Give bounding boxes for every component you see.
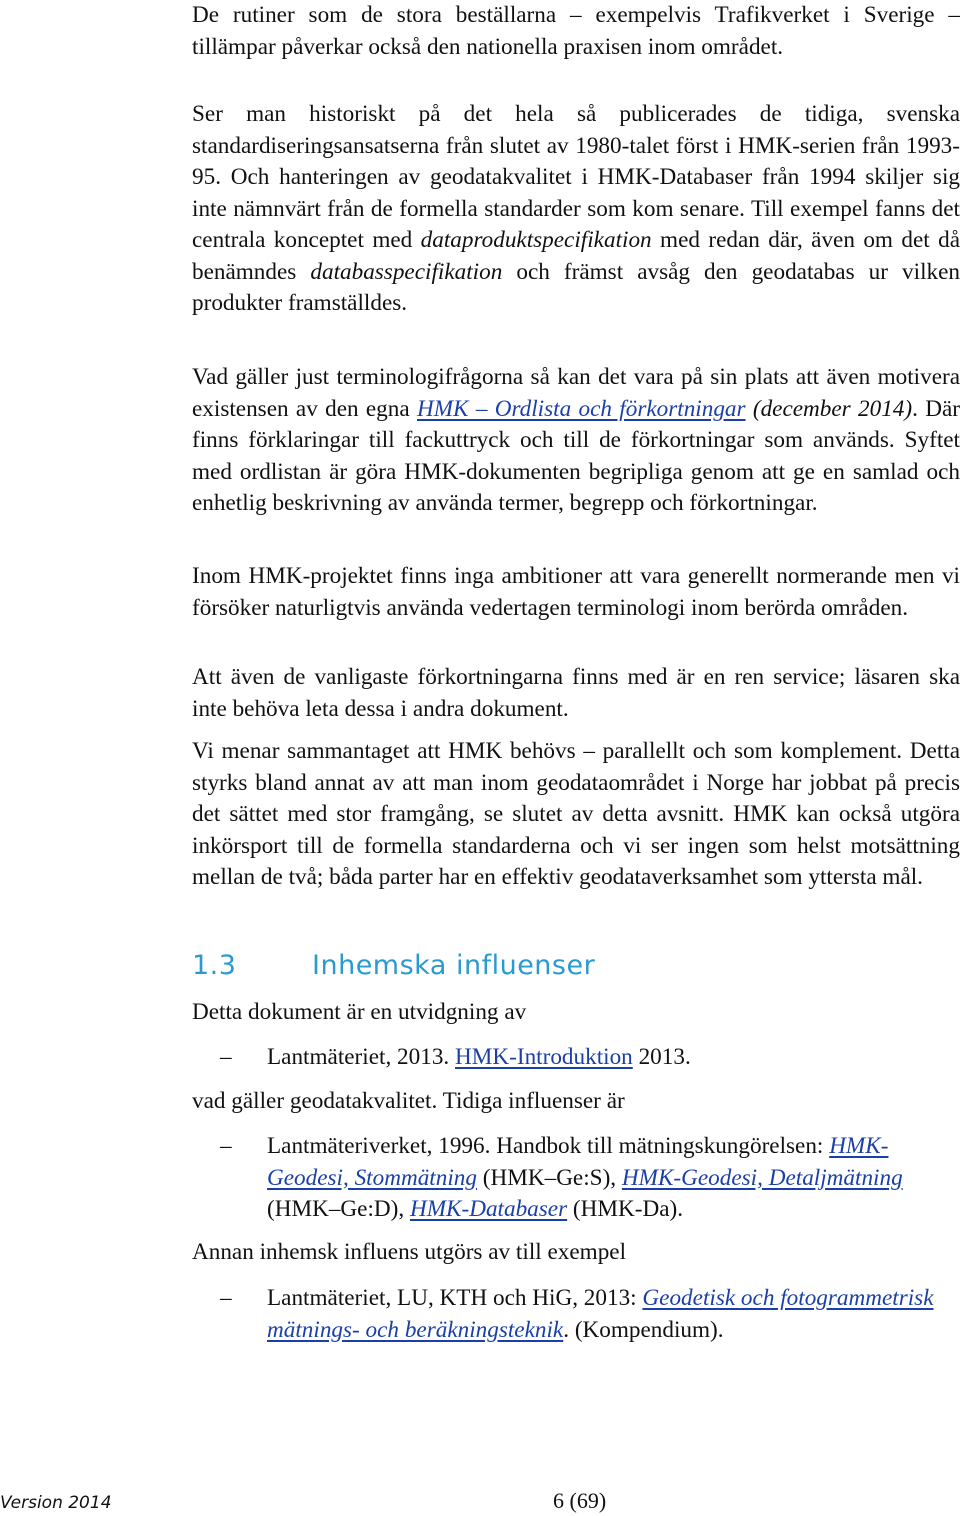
link-hmk-geodesi-detaljmatning[interactable]: HMK-Geodesi, Detaljmätning	[621, 1164, 903, 1191]
link-ordlista[interactable]: HMK – Ordlista och förkortningar	[416, 395, 746, 422]
emphasis-term: dataproduktspecifikation	[420, 227, 652, 253]
paragraph	[192, 362, 960, 520]
list-item-text-part: (HMK–Ge:S),	[476, 1164, 622, 1191]
intro-line: vad gäller geodatakvalitet. Tidiga influenser är	[192, 1088, 625, 1114]
list-item-text	[267, 1131, 960, 1226]
paragraph-text: Ser man historiskt på det hela så publicerades de tidiga, svenska standardiseringsansatserna från slutet av 1980-talet först i HMK-serien från 1993-95. Och hanteringen av geodatakvalitet i HMK-Databaser från 1994 skiljer sig inte nämnvärt från de formella standarder som kom senare. Till exempel fanns det centrala konceptet med	[192, 101, 960, 253]
paragraph-text: . Där finns förklaringar till fackuttryck och till de förkortningar som används. Syftet med ordlistan är göra HMK-dokumenten begripliga genom att ge en samlad och enhetlig beskrivning av använda termer, begrepp och förkortningar.	[192, 395, 960, 516]
list-item	[220, 1283, 960, 1346]
list-item-text-part: Lantmäteriverket, 1996. Handbok till mätningskungörelsen:	[267, 1133, 830, 1159]
intro-line: Detta dokument är en utvidgning av	[192, 999, 527, 1025]
link-hmk-geodesi-stommatning[interactable]: HMK-Geodesi, Stommätning	[267, 1133, 889, 1191]
dash-bullet: –	[220, 1285, 232, 1311]
dash-bullet: –	[220, 1044, 232, 1070]
paragraph-text: Vad gäller just terminologifrågorna så kan det vara på sin plats att även motivera existensen av den egna	[192, 364, 960, 422]
paragraph-text: och främst avsåg den geodatabas ur vilken produkter framställdes.	[192, 258, 960, 316]
link-geodetisk-kompendium[interactable]: Geodetisk och fotogrammetrisk mätnings- och beräkningsteknik	[267, 1285, 934, 1343]
list-item-text-part: (HMK–Ge:D),	[267, 1196, 410, 1222]
link-hmk-databaser[interactable]: HMK-Databaser	[409, 1196, 568, 1222]
emphasis-term: databasspecifikation	[310, 258, 503, 285]
section-title: Inhemska influenser	[312, 950, 596, 981]
dash-bullet: –	[220, 1133, 232, 1159]
paragraph: Inom HMK-projektet finns inga ambitioner att vara generellt normerande men vi försöker naturligtvis använda vedertagen terminologi inom berörda områden.	[192, 563, 960, 621]
section-number: 1.3	[192, 950, 237, 981]
list-item-text-part: 2013.	[632, 1044, 691, 1070]
link-hmk-introduktion[interactable]: HMK-Introduktion	[455, 1044, 633, 1070]
intro-line: Annan inhemsk influens utgörs av till exempel	[192, 1239, 627, 1265]
list-item-text	[267, 1042, 960, 1074]
paragraph-text: med redan där, även om det då benämndes	[192, 227, 960, 285]
footer-version: Version 2014	[0, 1493, 112, 1513]
paragraph	[192, 99, 960, 320]
paragraph: Vi menar sammantaget att HMK behövs – parallellt och som komplement. Detta styrks bland annat av att man inom geodataområdet i Norge har jobbat på precis det sättet med stor framgång, se slutet av detta avsnitt. HMK kan också utgöra inkörsport till de formella standarderna och vi ser ingen som helst motsättning mellan de två; båda parter har en effektiv geodataverksamhet som yttersta mål.	[192, 738, 960, 890]
list-item-text-part: (HMK-Da).	[567, 1196, 684, 1222]
emphasis-date: (december 2014)	[745, 395, 913, 422]
paragraph: De rutiner som de stora beställarna – exempelvis Trafikverket i Sverige – tillämpar påverkar också den nationella praxisen inom området.	[192, 2, 960, 60]
list-item-text	[267, 1283, 960, 1346]
list-item	[220, 1042, 960, 1074]
list-item-text-part: . (Kompendium).	[563, 1316, 724, 1343]
footer-page-number: 6 (69)	[553, 1488, 607, 1513]
list-item-text-part: Lantmäteriet, 2013.	[267, 1044, 456, 1070]
paragraph: Att även de vanligaste förkortningarna finns med är en ren service; läsaren ska inte behöva leta dessa i andra dokument.	[192, 664, 960, 722]
list-item	[220, 1131, 960, 1226]
list-item-text-part: Lantmäteriet, LU, KTH och HiG, 2013:	[267, 1285, 643, 1311]
section-heading	[192, 950, 595, 981]
